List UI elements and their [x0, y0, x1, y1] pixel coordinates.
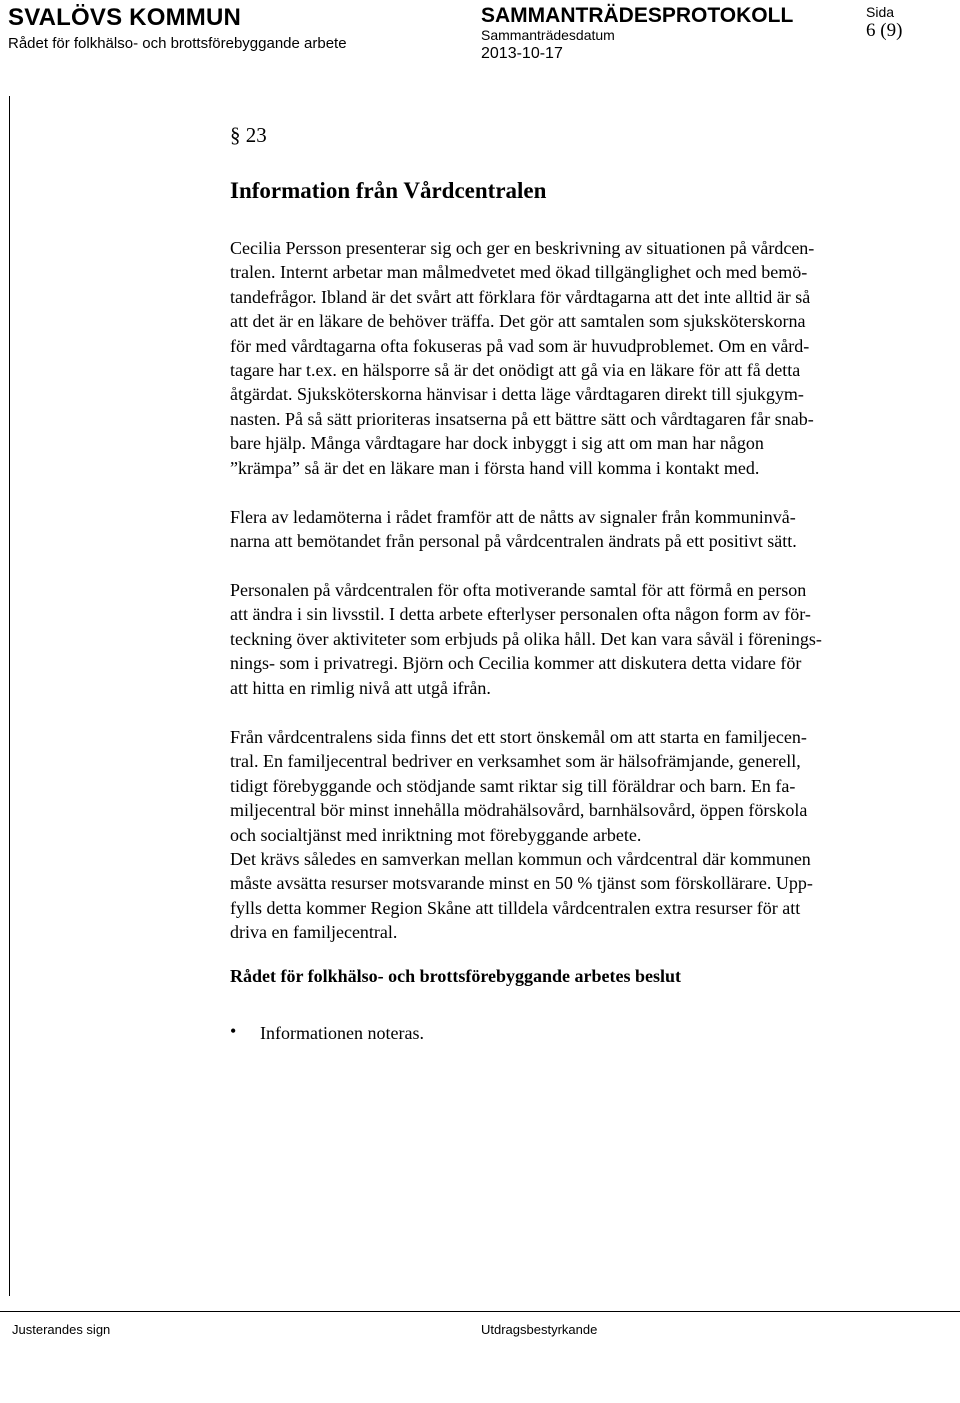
decision-heading: Rådet för folkhälso- och brottsförebyggande arbetes beslut [230, 966, 681, 986]
paragraph-line: teckning över aktiviteter som erbjuds på olika håll. Det kan vara såväl i förenings- [230, 628, 822, 649]
paragraph-line: Cecilia Persson presenterar sig och ger en beskrivning av situationen på vårdcen- [230, 238, 815, 258]
paragraph-line: Det krävs således en samverkan mellan kommun och vårdcentral där kommunen [230, 849, 811, 870]
decision-item: Informationen noteras. [260, 1023, 424, 1043]
paragraph-line: och socialtjänst med inriktning mot förebyggande arbete. [230, 824, 642, 845]
page-number: 6 (9) [866, 20, 903, 41]
section-heading: Information från Vårdcentralen [230, 178, 547, 203]
paragraph-line: att det är en läkare de behöver träffa. Det gör att samtalen som sjuksköterskorna [230, 311, 806, 332]
paragraph-line: narna att bemötandet från personal på vårdcentralen ändrats på ett positivt sätt. [230, 531, 797, 552]
paragraph-3 [230, 578, 920, 700]
organization-subtitle: Rådet för folkhälso- och brottsförebyggande arbete [8, 35, 347, 52]
document-type: SAMMANTRÄDESPROTOKOLL [481, 4, 794, 27]
paragraph-line: nings- som i privatregi. Björn och Cecilia kommer att diskutera detta vidare för [230, 653, 802, 674]
bullet-icon: • [230, 1021, 237, 1041]
paragraph-line: bare hjälp. Många vårdtagare har dock inbyggt i sig att om man har någon [230, 433, 764, 454]
paragraph-line: för med vårdtagarna ofta fokuseras på vad som är huvudproblemet. Om en vård- [230, 335, 810, 356]
paragraph-line: att ändra i sin livsstil. I detta arbete efterlyser personalen ofta någon form av för- [230, 604, 811, 625]
paragraph-line: att hitta en rimlig nivå att utgå ifrån. [230, 677, 491, 698]
meeting-date-label: Sammanträdesdatum [481, 27, 615, 43]
footer-certification-label: Utdragsbestyrkande [481, 1322, 598, 1337]
paragraph-line: fylls detta kommer Region Skåne att tilldela vårdcentralen extra resurser för att [230, 897, 801, 918]
paragraph-line: nasten. På så sätt prioriteras insatserna på ett bättre sätt och vårdtagaren får snab- [230, 408, 814, 429]
paragraph-line: Från vårdcentralens sida finns det ett stort önskemål om att starta en familjecen- [230, 727, 807, 747]
paragraph-1 [230, 236, 920, 480]
paragraph-line: Personalen på vårdcentralen för ofta motiverande samtal för att förmå en person [230, 580, 807, 600]
meeting-date: 2013-10-17 [481, 45, 563, 62]
paragraph-line: tagare har t.ex. en hälsporre så är det onödigt att gå via en läkare för att få detta [230, 360, 801, 381]
paragraph-line: tandefrågor. Ibland är det svårt att förklara för vårdtagarna att det inte alltid är så [230, 286, 811, 307]
organization-name: SVALÖVS KOMMUN [8, 4, 242, 31]
paragraph-line: driva en familjecentral. [230, 922, 398, 943]
paragraph-line: miljecentral bör minst innehålla mödrahälsovård, barnhälsovård, öppen förskola [230, 800, 808, 821]
paragraph-line: ”krämpa” så är det en läkare man i första hand vill komma i kontakt med. [230, 457, 760, 478]
paragraph-4 [230, 725, 920, 945]
paragraph-line: åtgärdat. Sjuksköterskorna hänvisar i detta läge vårdtagaren direkt till sjukgym- [230, 384, 804, 405]
page-label: Sida [866, 4, 895, 20]
paragraph-line: måste avsätta resurser motsvarande minst en 50 % tjänst som förskollärare. Upp- [230, 873, 813, 894]
paragraph-2 [230, 505, 920, 554]
footer-divider [0, 1311, 960, 1312]
paragraph-line: tralen. Internt arbetar man målmedvetet med ökad tillgänglighet och med bemö- [230, 262, 808, 283]
footer-signature-label: Justerandes sign [12, 1322, 111, 1337]
paragraph-line: tidigt förebyggande och stödjande samt riktar sig till föräldrar och barn. En fa- [230, 775, 796, 796]
section-number: § 23 [230, 123, 267, 147]
paragraph-line: tral. En familjecentral bedriver en verksamhet som är hälsofrämjande, generell, [230, 751, 801, 772]
margin-rule [9, 96, 10, 1296]
paragraph-line: Flera av ledamöterna i rådet framför att de nåtts av signaler från kommuninvå- [230, 507, 796, 527]
